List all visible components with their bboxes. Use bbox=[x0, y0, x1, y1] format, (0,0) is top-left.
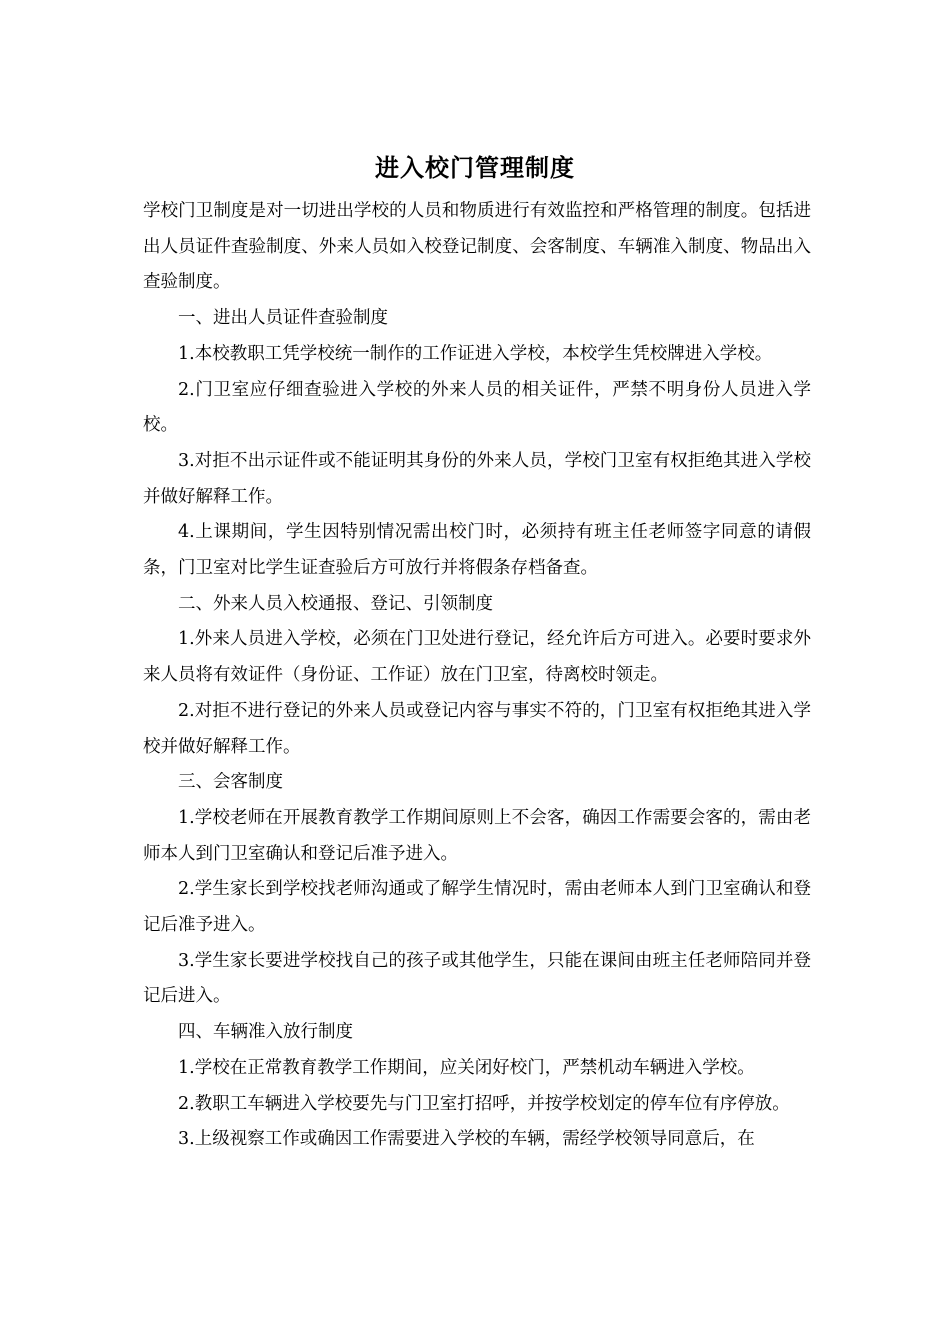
paragraph: 2.学生家长到学校找老师沟通或了解学生情况时，需由老师本人到门卫室确认和登记后准予进入。 bbox=[143, 879, 811, 936]
paragraph: 二、外来人员入校通报、登记、引领制度 bbox=[178, 593, 493, 614]
paragraph: 学校门卫制度是对一切进出学校的人员和物质进行有效监控和严格管理的制度。包括进出人员证件查验制度、外来人员如入校登记制度、会客制度、车辆准入制度、物品出入查验制度。 bbox=[143, 201, 811, 293]
paragraph: 四、车辆准入放行制度 bbox=[178, 1022, 353, 1043]
paragraph: 三、会客制度 bbox=[178, 772, 283, 793]
paragraph: 2.门卫室应仔细查验进入学校的外来人员的相关证件，严禁不明身份人员进入学校。 bbox=[143, 379, 811, 436]
paragraph: 3.学生家长要进学校找自己的孩子或其他学生，只能在课间由班主任老师陪同并登记后进入。 bbox=[143, 950, 811, 1007]
paragraph: 1.本校教职工凭学校统一制作的工作证进入学校，本校学生凭校牌进入学校。 bbox=[178, 343, 773, 364]
paragraph: 3.对拒不出示证件或不能证明其身份的外来人员，学校门卫室有权拒绝其进入学校并做好解释工作。 bbox=[143, 450, 811, 507]
paragraph: 2.对拒不进行登记的外来人员或登记内容与事实不符的，门卫室有权拒绝其进入学校并做好解释工作。 bbox=[143, 700, 811, 757]
document-body bbox=[143, 194, 811, 1158]
paragraph: 1.外来人员进入学校，必须在门卫处进行登记，经允许后方可进入。必要时要求外来人员将有效证件（身份证、工作证）放在门卫室，待离校时领走。 bbox=[143, 629, 811, 686]
paragraph: 1.学校在正常教育教学工作期间，应关闭好校门，严禁机动车辆进入学校。 bbox=[178, 1057, 755, 1078]
document-title: 进入校门管理制度 bbox=[375, 153, 575, 182]
paragraph: 4.上课期间，学生因特别情况需出校门时，必须持有班主任老师签字同意的请假条，门卫室对比学生证查验后方可放行并将假条存档备查。 bbox=[143, 522, 811, 579]
paragraph: 3.上级视察工作或确因工作需要进入学校的车辆，需经学校领导同意后，在 bbox=[178, 1129, 755, 1150]
paragraph: 1.学校老师在开展教育教学工作期间原则上不会客，确因工作需要会客的，需由老师本人到门卫室确认和登记后准予进入。 bbox=[143, 807, 811, 864]
paragraph: 一、进出人员证件查验制度 bbox=[178, 308, 388, 329]
paragraph: 2.教职工车辆进入学校要先与门卫室打招呼，并按学校划定的停车位有序停放。 bbox=[178, 1093, 790, 1114]
